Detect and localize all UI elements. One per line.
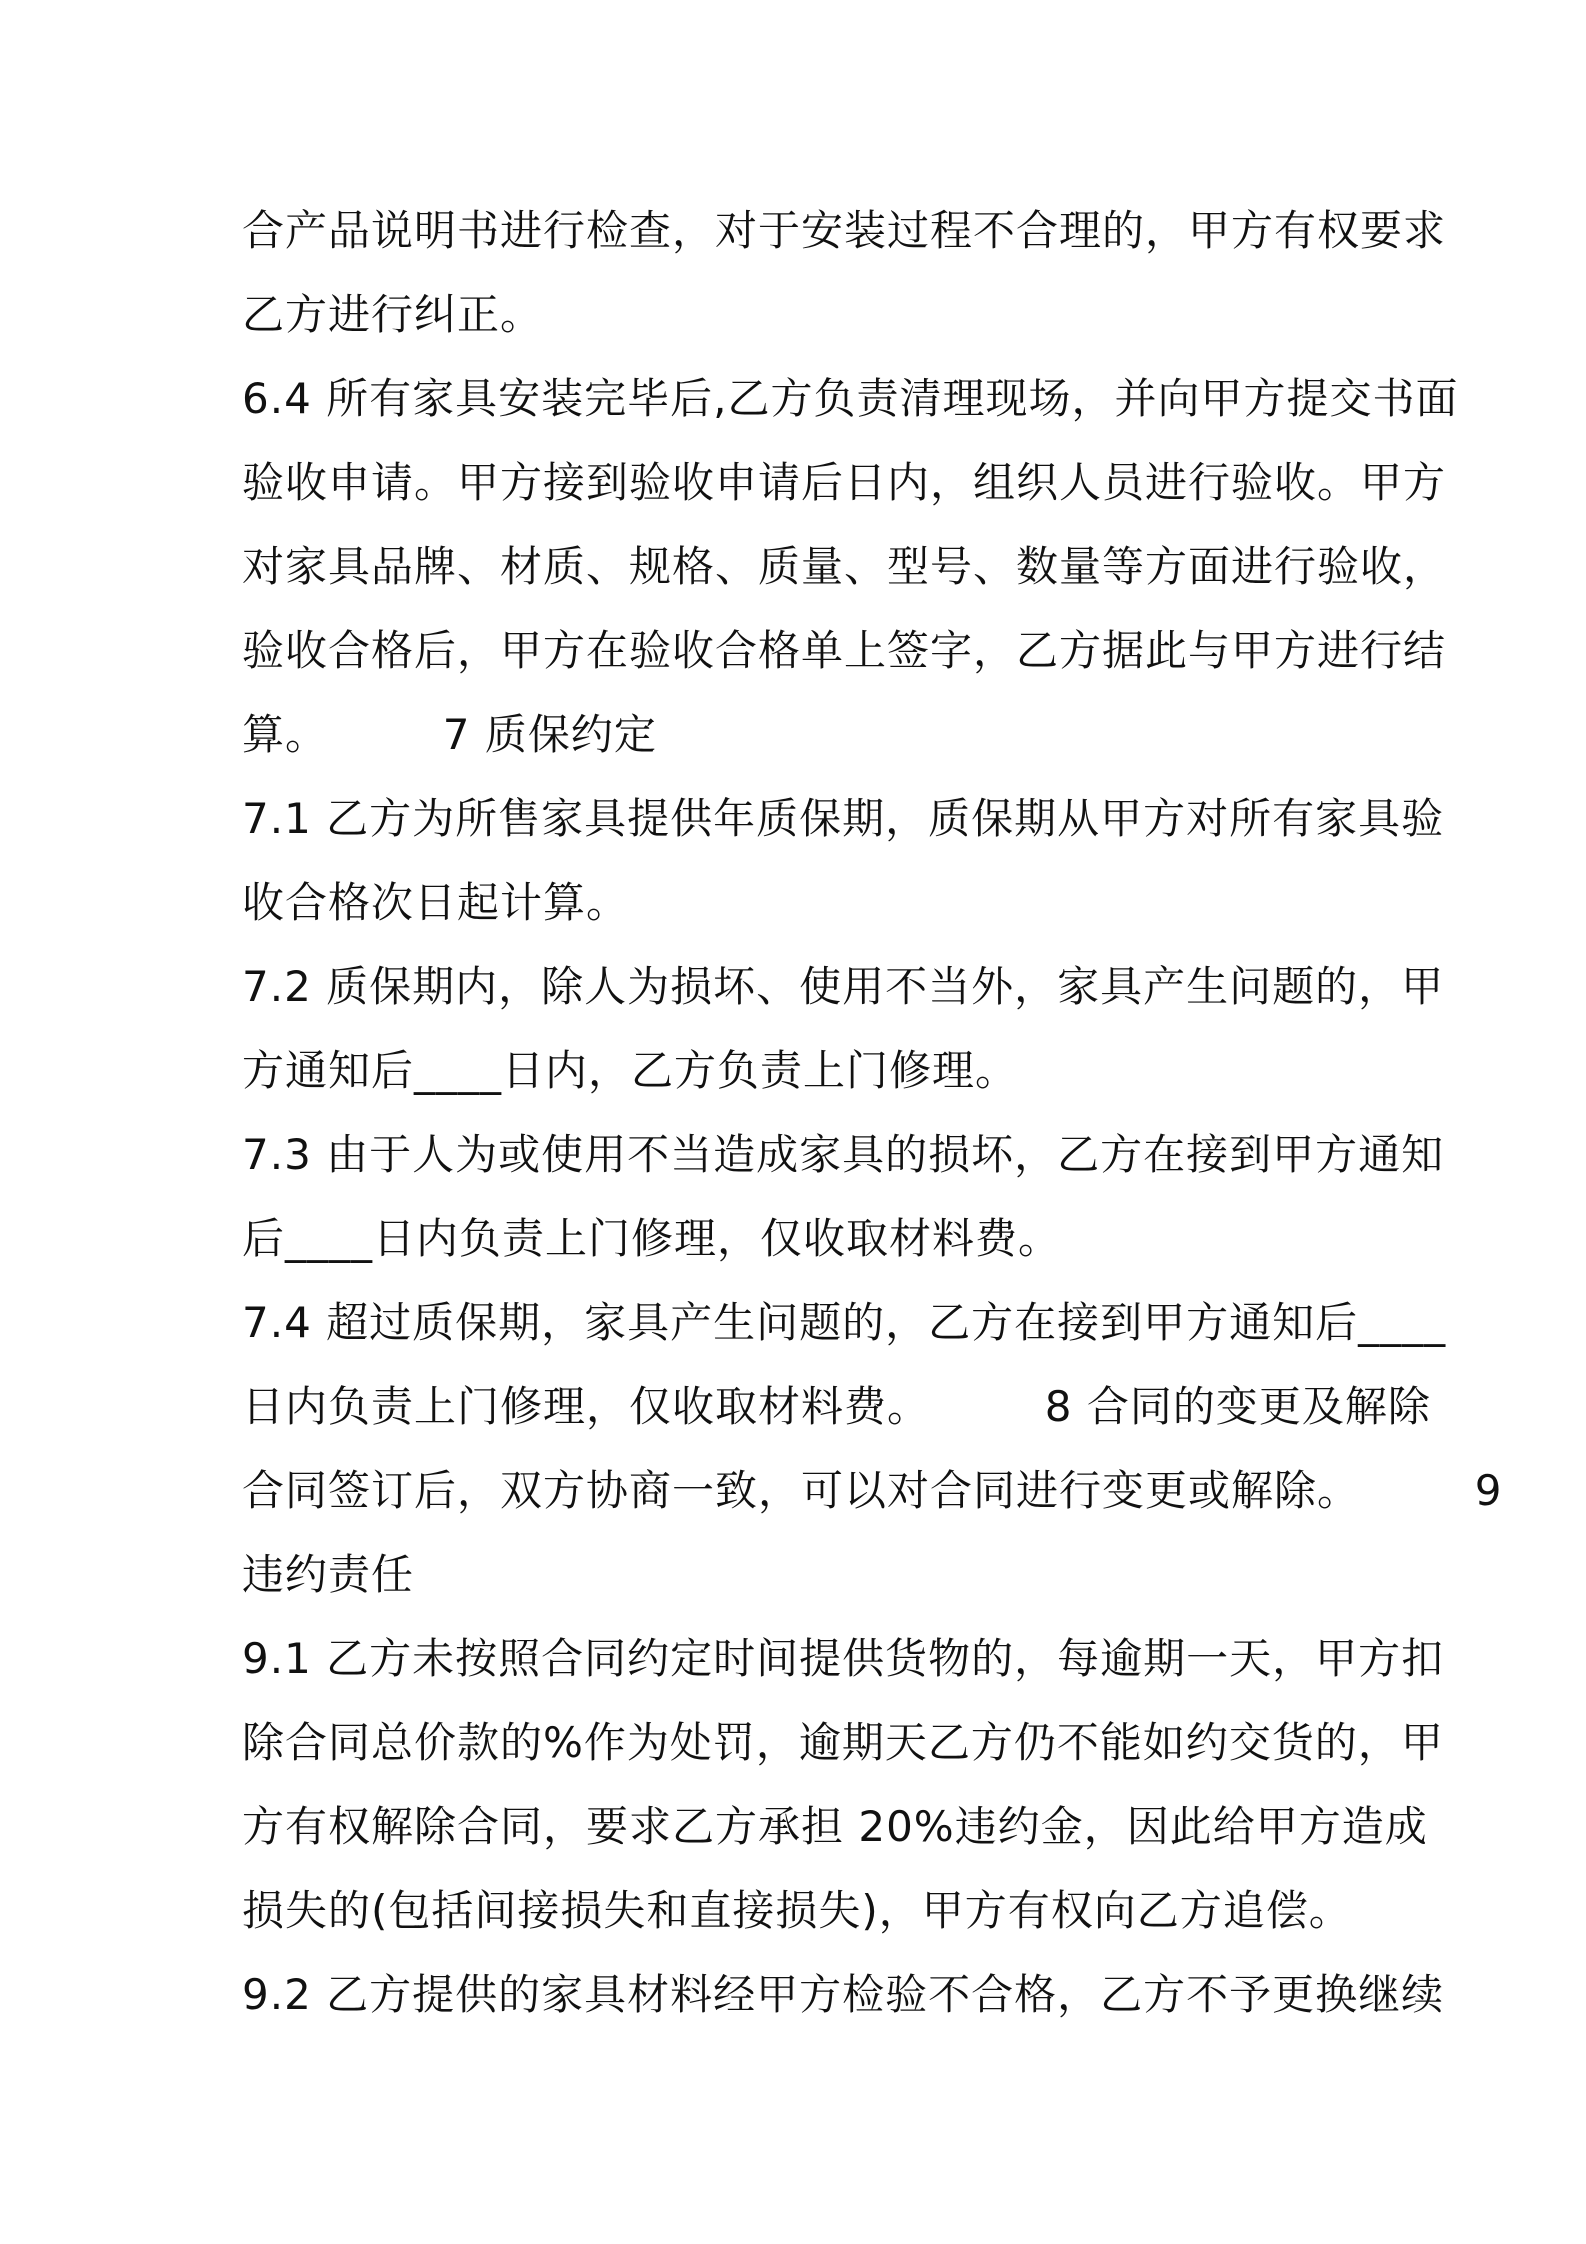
document-line: 方通知后____日内，乙方负责上门修理。 — [242, 1046, 1019, 1095]
document-line: 7.4 超过质保期，家具产生问题的，乙方在接到甲方通知后____ — [242, 1298, 1447, 1347]
document-line: 违约责任 — [242, 1550, 415, 1599]
document-line: 算。 7 质保约定 — [242, 710, 657, 759]
document-line: 对家具品牌、材质、规格、质量、型号、数量等方面进行验收， — [242, 542, 1447, 591]
document-line: 乙方进行纠正。 — [242, 290, 544, 339]
document-line: 9.2 乙方提供的家具材料经甲方检验不合格，乙方不予更换继续 — [242, 1970, 1445, 2019]
document-line: 7.2 质保期内，除人为损坏、使用不当外，家具产生问题的，甲 — [242, 962, 1445, 1011]
document-line: 验收合格后，甲方在验收合格单上签字，乙方据此与甲方进行结 — [242, 626, 1447, 675]
document-line: 9.1 乙方未按照合同约定时间提供货物的，每逾期一天，甲方扣 — [242, 1634, 1445, 1683]
document-line: 合产品说明书进行检查，对于安装过程不合理的，甲方有权要求 — [242, 206, 1447, 255]
document-line: 合同签订后，双方协商一致，可以对合同进行变更或解除。 9 — [242, 1466, 1503, 1515]
document-line: 7.1 乙方为所售家具提供年质保期，质保期从甲方对所有家具验 — [242, 794, 1445, 843]
document-line: 验收申请。甲方接到验收申请后日内，组织人员进行验收。甲方 — [242, 458, 1447, 507]
document-line: 日内负责上门修理，仅收取材料费。 8 合同的变更及解除 — [242, 1382, 1431, 1431]
document-line: 后____日内负责上门修理，仅收取材料费。 — [242, 1214, 1062, 1263]
document-line: 6.4 所有家具安装完毕后,乙方负责清理现场，并向甲方提交书面 — [242, 374, 1459, 423]
document-line: 7.3 由于人为或使用不当造成家具的损坏，乙方在接到甲方通知 — [242, 1130, 1445, 1179]
document-line: 收合格次日起计算。 — [242, 878, 630, 927]
document-line: 除合同总价款的%作为处罚，逾期天乙方仍不能如约交货的，甲 — [242, 1718, 1444, 1767]
document-line: 方有权解除合同，要求乙方承担 20%违约金，因此给甲方造成 — [242, 1802, 1428, 1851]
document-line: 损失的(包括间接损失和直接损失)，甲方有权向乙方追偿。 — [242, 1886, 1352, 1935]
